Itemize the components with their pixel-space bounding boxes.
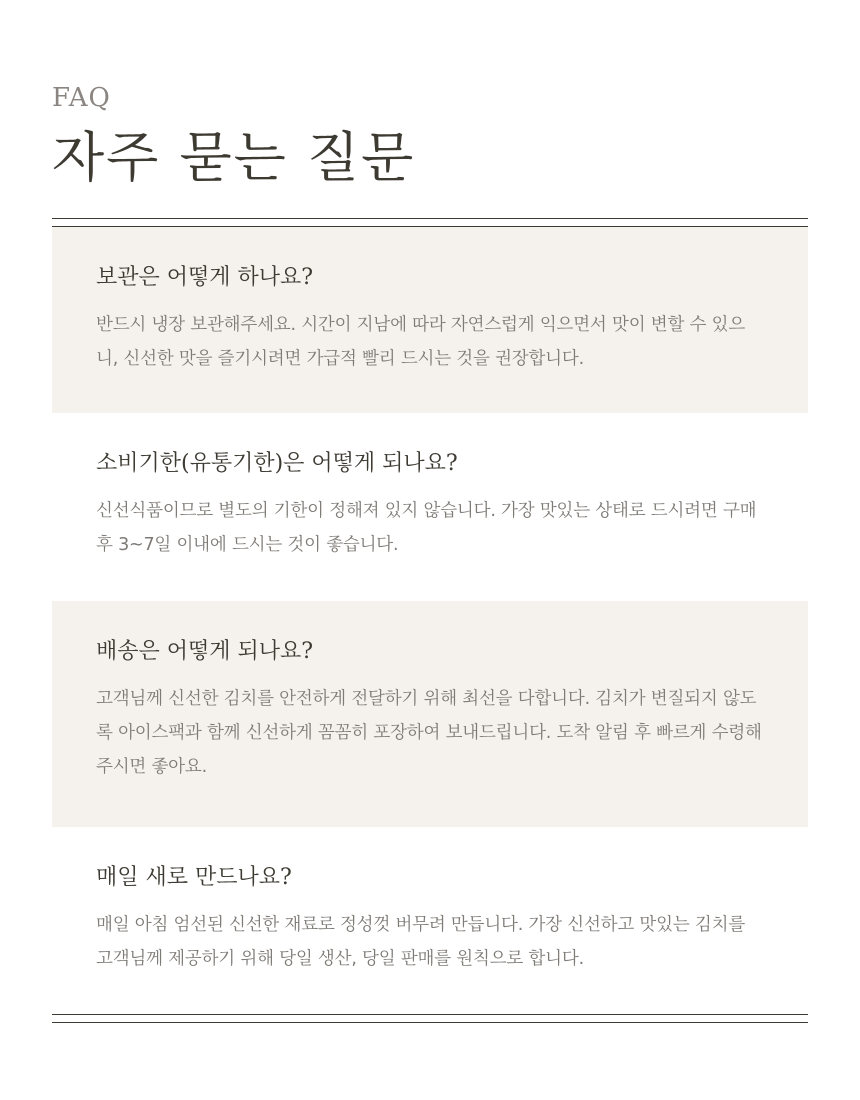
- faq-question: 소비기한(유통기한)은 어떻게 되나요?: [96, 451, 458, 476]
- faq-eyebrow: FAQ: [52, 83, 111, 113]
- faq-answer: 반드시 냉장 보관해주세요. 시간이 지남에 따라 자연스럽게 익으면서 맛이 변할 수 있으니, 신선한 맛을 즐기시려면 가급적 빨리 드시는 것을 권장합니다.: [96, 315, 746, 369]
- bottom-double-divider: [52, 1014, 808, 1023]
- top-double-divider: [52, 218, 808, 227]
- faq-item-expiration: [52, 413, 808, 601]
- faq-answer: 매일 아침 엄선된 신선한 재료로 정성껏 버무려 만듭니다. 가장 신선하고 맛있는 김치를 고객님께 제공하기 위해 당일 생산, 당일 판매를 원칙으로 합니다.: [96, 915, 746, 969]
- faq-question: 배송은 어떻게 되나요?: [96, 639, 314, 664]
- faq-list: [52, 227, 808, 1015]
- faq-answer: 고객님께 신선한 김치를 안전하게 전달하기 위해 최선을 다합니다. 김치가 변질되지 않도록 아이스팩과 함께 신선하게 꼼꼼히 포장하여 보내드립니다. 도착 알림 후 빠르게 수령해 주시면 좋아요.: [96, 689, 762, 777]
- faq-question: 보관은 어떻게 하나요?: [96, 265, 314, 290]
- faq-item-daily-production: [52, 827, 808, 1015]
- faq-question: 매일 새로 만드나요?: [96, 865, 292, 890]
- faq-answer: 신선식품이므로 별도의 기한이 정해져 있지 않습니다. 가장 맛있는 상태로 드시려면 구매 후 3~7일 이내에 드시는 것이 좋습니다.: [96, 501, 757, 555]
- faq-item-storage: [52, 227, 808, 413]
- page-title: 자주 묻는 질문: [52, 126, 416, 189]
- faq-item-shipping: [52, 601, 808, 827]
